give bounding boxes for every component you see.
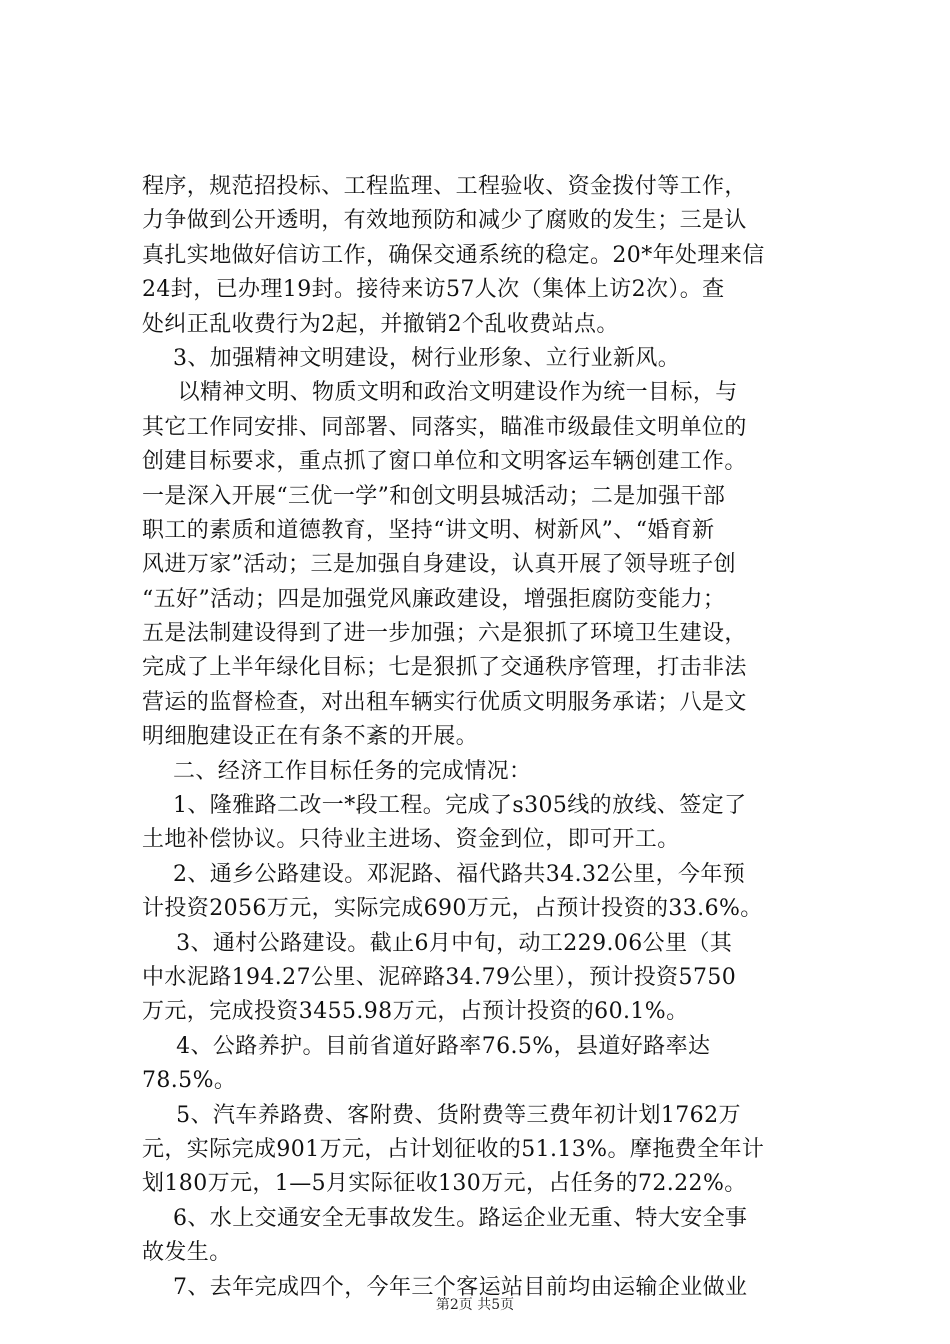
text-line: 万元，完成投资3455.98万元，占预计投资的60.1%。 (142, 999, 689, 1025)
text-line: 故发生。 (142, 1240, 232, 1266)
text-line: 以精神文明、物质文明和政治文明建设作为统一目标，与 (177, 380, 738, 406)
text-line: 风进万家”活动；三是加强自身建设，认真开展了领导班子创 (142, 552, 737, 578)
text-line: 5、汽车养路费、客附费、货附费等三费年初计划1762万 (176, 1102, 741, 1128)
text-line: 计投资2056万元，实际完成690万元，占预计投资的33.6%。 (142, 896, 763, 922)
text-line: 3、加强精神文明建设，树行业形象、立行业新风。 (173, 345, 681, 371)
text-line: 中水泥路194.27公里、泥碎路34.79公里），预计投资5750 (142, 964, 737, 990)
text-line: 2、通乡公路建设。邓泥路、福代路共34.32公里，今年预 (173, 861, 746, 887)
text-line: 完成了上半年绿化目标；七是狠抓了交通秩序管理，打击非法 (142, 655, 747, 681)
text-line: 元，实际完成901万元，占计划征收的51.13%。摩拖费全年计 (142, 1136, 765, 1162)
text-line: 明细胞建设正在有条不紊的开展。 (142, 724, 479, 750)
text-line: 土地补偿协议。只待业主进场、资金到位，即可开工。 (142, 827, 680, 853)
text-line: 4、公路养护。目前省道好路率76.5%，县道好路率达 (176, 1033, 711, 1059)
text-line: “五好”活动；四是加强党风廉政建设，增强拒腐防变能力； (142, 586, 726, 612)
text-line: 78.5%。 (142, 1068, 237, 1094)
text-line: 1、隆雅路二改一*段工程。完成了s305线的放线、签定了 (173, 793, 747, 819)
text-line: 创建目标要求，重点抓了窗口单位和文明客运车辆创建工作。 (142, 449, 747, 475)
text-line: 营运的监督检查，对出租车辆实行优质文明服务承诺；八是文 (142, 689, 747, 715)
text-line: 处纠正乱收费行为2起，并撤销2个乱收费站点。 (142, 311, 619, 337)
text-line: 程序，规范招投标、工程监理、工程验收、资金拨付等工作， (142, 174, 747, 199)
text-line: 6、水上交通安全无事故发生。路运企业无重、特大安全事 (173, 1205, 748, 1231)
text-line: 职工的素质和道德教育，坚持“讲文明、树新风”、“婚育新 (142, 517, 715, 543)
document-body (142, 170, 832, 1305)
text-line: 3、通村公路建设。截止6月中旬，动工229.06公里（其 (176, 930, 733, 956)
text-line: 划180万元，1—5月实际征收130万元，占任务的72.22%。 (142, 1171, 747, 1197)
text-line: 真扎实地做好信访工作，确保交通系统的稳定。20*年处理来信 (142, 242, 765, 268)
text-line: 7、去年完成四个，今年三个客运站目前均由运输企业做业 (173, 1274, 748, 1300)
text-line: 一是深入开展“三优一学”和创文明县城活动；二是加强干部 (142, 483, 726, 509)
text-line: 五是法制建设得到了进一步加强；六是狠抓了环境卫生建设， (142, 621, 747, 647)
text-line: 其它工作同安排、同部署、同落实，瞄准市级最佳文明单位的 (142, 414, 747, 440)
text-line: 力争做到公开透明，有效地预防和减少了腐败的发生；三是认 (142, 208, 747, 234)
text-line: 二、经济工作目标任务的完成情况： (173, 758, 532, 784)
page-footer: 第2页 共5页 (435, 1297, 515, 1313)
text-line: 24封，已办理19封。接待来访57人次（集体上访2次）。查 (142, 277, 725, 303)
